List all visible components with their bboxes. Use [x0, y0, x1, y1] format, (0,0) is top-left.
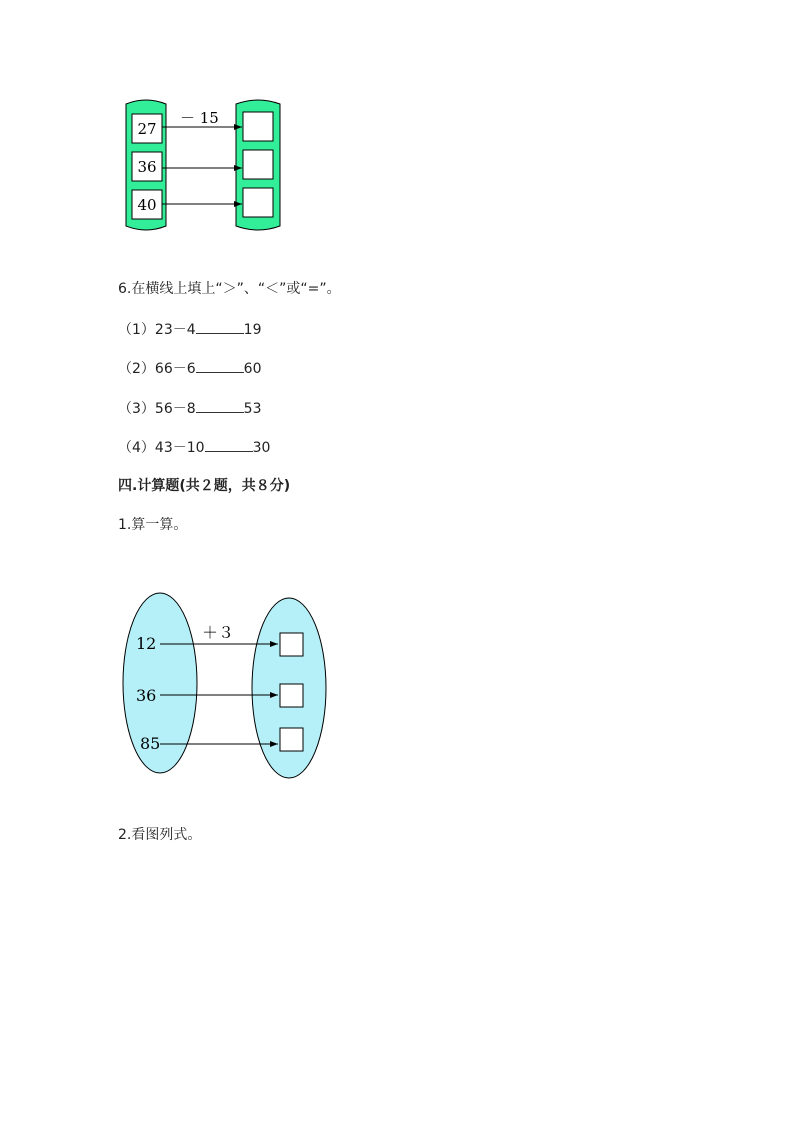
answer-blank[interactable]: [196, 319, 244, 334]
item-label: （2）: [118, 361, 155, 377]
input-value-2: 36: [136, 686, 157, 705]
operation-label: ＋３: [202, 623, 235, 642]
answer-blank[interactable]: [196, 398, 244, 413]
item-expr: 43－10: [154, 440, 205, 456]
input-value-1: 12: [136, 634, 157, 653]
input-value-3: 85: [140, 734, 161, 753]
item-rhs: 53: [243, 401, 262, 417]
answer-box-2: [280, 684, 303, 707]
input-value-1: 27: [137, 120, 157, 138]
answer-blank[interactable]: [205, 437, 253, 452]
answer-box-2: [243, 150, 273, 179]
answer-box-1: [280, 633, 303, 656]
item-rhs: 30: [252, 440, 271, 456]
item-rhs: 19: [243, 322, 262, 338]
q6-item-3: [118, 398, 261, 418]
item-label: （3）: [118, 401, 155, 417]
add-mapping-diagram: [118, 590, 333, 782]
item-label: （1）: [118, 322, 155, 338]
input-value-2: 36: [137, 158, 157, 176]
section-heading: 四.计算题(共２题，共８分): [118, 478, 291, 494]
item-expr: 23－4: [154, 322, 196, 338]
q6-title: 6.在横线上填上“＞”、“＜”或“=”。: [118, 281, 341, 297]
item-label: （4）: [118, 440, 155, 456]
q2-title: 2.看图列式。: [118, 827, 202, 843]
item-rhs: 60: [243, 361, 262, 377]
q6-item-2: [118, 358, 261, 378]
operation-label: － 15: [180, 109, 219, 127]
answer-box-3: [280, 728, 303, 751]
subtract-mapping-diagram: [118, 96, 288, 238]
q6-item-1: [118, 319, 261, 339]
answer-box-1: [243, 112, 273, 141]
item-expr: 56－8: [154, 401, 196, 417]
answer-box-3: [243, 188, 273, 217]
item-expr: 66－6: [154, 361, 196, 377]
answer-blank[interactable]: [196, 358, 244, 373]
input-value-3: 40: [137, 196, 157, 214]
q6-item-4: [118, 437, 270, 457]
q1-title: 1.算一算。: [118, 517, 188, 533]
